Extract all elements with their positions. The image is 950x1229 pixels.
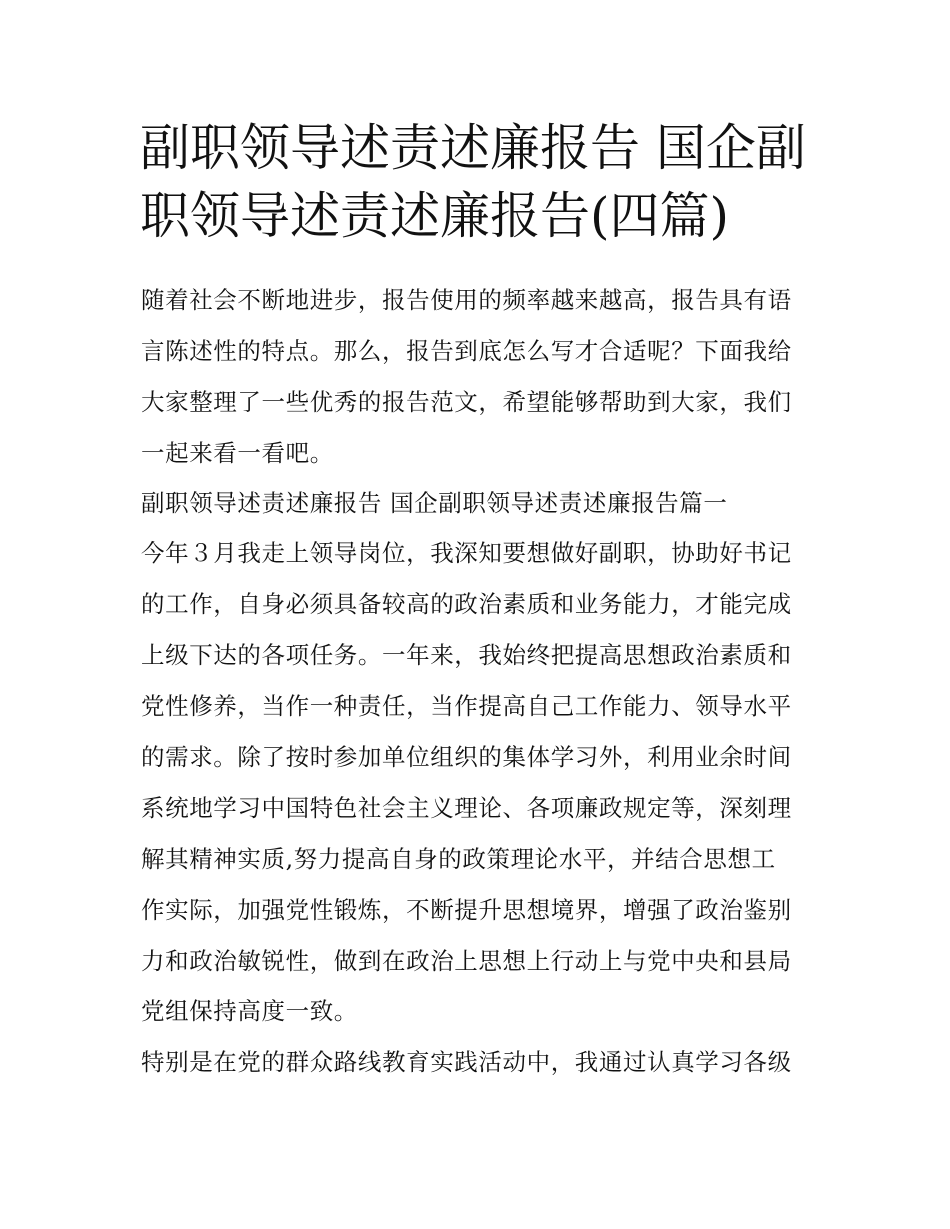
paragraph-line-6: 系统地学习中国特色社会主义理论、各项廉政规定等，深刻理 (141, 794, 792, 822)
paragraph-line-8: 作实际，加强党性锻炼，不断提升思想境界，增强了政治鉴别 (141, 896, 792, 924)
paragraph-line-3: 上级下达的各项任务。一年来，我始终把提高思想政治素质和 (141, 641, 792, 669)
paragraph-line-1: 今年３月我走上领导岗位，我深知要想做好副职，协助好书记 (141, 539, 792, 567)
paragraph-line-2: 的工作，自身必须具备较高的政治素质和业务能力，才能完成 (141, 590, 792, 618)
paragraph-line-5: 的需求。除了按时参加单位组织的集体学习外，利用业余时间 (141, 743, 792, 771)
intro-line-1: 随着社会不断地进步，报告使用的频率越来越高，报告具有语 (141, 286, 792, 314)
intro-line-2: 言陈述性的特点。那么，报告到底怎么写才合适呢？下面我给 (141, 337, 792, 365)
title-line-2: 职领导述责述廉报告(四篇) (140, 187, 730, 245)
title-line-1: 副职领导述责述廉报告 国企副 (140, 119, 806, 177)
paragraph-line-4: 党性修养，当作一种责任，当作提高自己工作能力、领导水平 (141, 692, 792, 720)
document-title (140, 114, 820, 250)
intro-line-3: 大家整理了一些优秀的报告范文，希望能够帮助到大家，我们 (141, 388, 792, 416)
paragraph-2-line-1: 特别是在党的群众路线教育实践活动中，我通过认真学习各级 (141, 1048, 792, 1076)
paragraph-line-7: 解其精神实质,努力提高自身的政策理论水平，并结合思想工 (141, 845, 776, 873)
intro-line-4: 一起来看一看吧。 (141, 439, 334, 467)
section-heading: 副职领导述责述廉报告 国企副职领导述责述廉报告篇一 (141, 489, 728, 517)
paragraph-line-9: 力和政治敏锐性，做到在政治上思想上行动上与党中央和县局 (141, 947, 792, 975)
paragraph-line-10: 党组保持高度一致。 (141, 997, 358, 1025)
